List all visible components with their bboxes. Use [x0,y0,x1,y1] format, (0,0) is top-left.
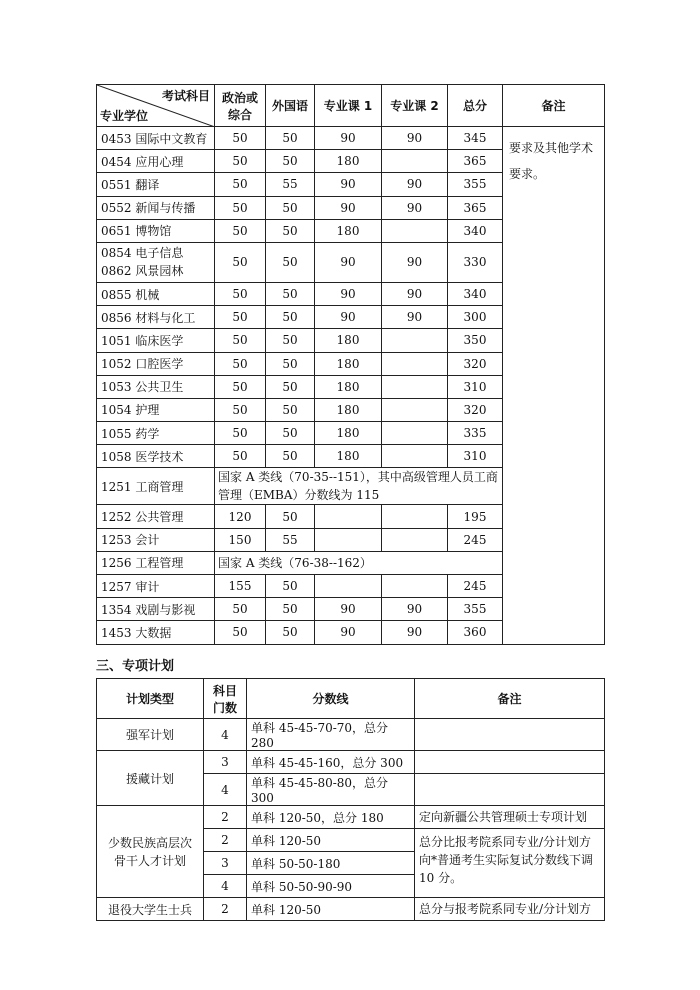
major-name-text: 1055 药学 [101,426,160,441]
foreign-language-score: 50 [266,219,315,242]
foreign-language-score: 50 [266,505,315,528]
major-name [97,551,215,574]
score-line: 单科 50-50-90-90 [247,875,415,898]
major-name [97,398,215,421]
col-header-course-1: 专业课 1 [315,85,382,127]
course2-score [382,352,448,375]
score-line: 单科 45-45-70-70，总分 280 [247,719,415,751]
total-score: 350 [448,329,503,352]
major-name [97,598,215,621]
politics-score: 155 [215,575,266,598]
score-line: 单科 120-50，总分 180 [247,806,415,829]
major-name-text: 0552 新闻与传播 [101,201,196,216]
course2-score: 90 [382,621,448,644]
major-name [97,468,215,505]
foreign-language-score: 50 [266,329,315,352]
major-name [97,575,215,598]
foreign-language-score: 50 [266,196,315,219]
total-score: 340 [448,219,503,242]
table-row [97,751,605,774]
special-plan-table [96,678,605,921]
course2-score: 90 [382,598,448,621]
major-name [97,306,215,329]
subject-count: 2 [204,829,247,852]
politics-score: 120 [215,505,266,528]
major-name-text: 1256 工程管理 [101,556,184,571]
course2-score [382,219,448,242]
total-score: 320 [448,352,503,375]
table-row [97,127,605,150]
course1-score: 90 [315,127,382,150]
major-name [97,219,215,242]
major-name-text: 0862 风景园林 [101,264,184,279]
score-line: 单科 120-50 [247,829,415,852]
table-row [97,898,605,921]
total-score: 355 [448,598,503,621]
section-title-special-plans: 三、专项计划 [96,659,175,674]
politics-score: 50 [215,306,266,329]
major-name-text: 1251 工商管理 [101,479,184,494]
politics-score: 150 [215,528,266,551]
course1-score: 90 [315,242,382,282]
politics-score: 50 [215,150,266,173]
course1-score: 180 [315,422,382,445]
col-header-score-line: 分数线 [247,679,415,719]
politics-score: 50 [215,127,266,150]
col-header-politics: 政治或综合 [215,85,266,127]
score-table-professional [96,84,605,645]
remark [415,719,605,751]
major-name-text: 0651 博物馆 [101,224,172,239]
course1-score: 180 [315,150,382,173]
course1-score: 90 [315,621,382,644]
major-name-text: 1051 临床医学 [101,333,184,348]
foreign-language-score: 50 [266,352,315,375]
course2-score: 90 [382,173,448,196]
politics-score: 50 [215,329,266,352]
course2-score [382,575,448,598]
col-header-course-2: 专业课 2 [382,85,448,127]
diagonal-header-cell [97,85,215,127]
foreign-language-score: 50 [266,282,315,305]
total-score: 245 [448,528,503,551]
subject-count: 4 [204,719,247,751]
course1-score [315,575,382,598]
course1-score: 180 [315,445,382,468]
politics-score: 50 [215,598,266,621]
major-name-text: 0453 国际中文教育 [101,131,208,146]
course2-score [382,528,448,551]
foreign-language-score: 55 [266,528,315,551]
course2-score: 90 [382,306,448,329]
politics-score: 50 [215,375,266,398]
score-line: 单科 45-45-160，总分 300 [247,751,415,774]
politics-score: 50 [215,282,266,305]
course2-score: 90 [382,127,448,150]
foreign-language-score: 55 [266,173,315,196]
foreign-language-score: 50 [266,127,315,150]
course1-score: 90 [315,196,382,219]
total-score: 365 [448,150,503,173]
total-score: 300 [448,306,503,329]
course1-score: 180 [315,352,382,375]
major-name-text: 1354 戏剧与影视 [101,602,196,617]
plan-name: 强军计划 [97,719,204,751]
course1-score [315,505,382,528]
subject-count: 4 [204,875,247,898]
foreign-language-score: 50 [266,621,315,644]
table-row [97,719,605,751]
major-name-text: 0854 电子信息 [101,246,184,261]
col-header-subject-count: 科目门数 [204,679,247,719]
major-name-text: 1253 会计 [101,533,160,548]
course1-score: 90 [315,598,382,621]
total-score: 195 [448,505,503,528]
score-line: 单科 120-50 [247,898,415,921]
course2-score [382,329,448,352]
politics-score: 50 [215,352,266,375]
politics-score: 50 [215,242,266,282]
major-name [97,422,215,445]
foreign-language-score: 50 [266,398,315,421]
foreign-language-score: 50 [266,242,315,282]
foreign-language-score: 50 [266,422,315,445]
remark [415,751,605,774]
course2-score: 90 [382,196,448,219]
major-name-text: 1053 公共卫生 [101,380,184,395]
subject-count: 2 [204,898,247,921]
course2-score [382,398,448,421]
course2-score [382,375,448,398]
plan-name: 援藏计划 [97,751,204,806]
major-name [97,528,215,551]
major-name [97,329,215,352]
degree-header-label: 专业学位 [100,109,149,123]
politics-score: 50 [215,422,266,445]
foreign-language-score: 50 [266,306,315,329]
major-name-text: 1453 大数据 [101,625,172,640]
subject-count: 3 [204,751,247,774]
course1-score: 90 [315,306,382,329]
politics-score: 50 [215,173,266,196]
major-name-text: 1257 审计 [101,579,160,594]
major-name-text: 0856 材料与化工 [101,310,196,325]
course2-score: 90 [382,282,448,305]
major-name-text: 1252 公共管理 [101,510,184,525]
course1-score: 180 [315,398,382,421]
politics-score: 50 [215,219,266,242]
course2-score: 90 [382,242,448,282]
total-score: 365 [448,196,503,219]
major-name [97,621,215,644]
major-name [97,375,215,398]
total-score: 330 [448,242,503,282]
col-header-plan-type: 计划类型 [97,679,204,719]
foreign-language-score: 50 [266,150,315,173]
major-name-text: 0551 翻译 [101,177,160,192]
notes-cell: 要求及其他学术要求。 [503,127,605,645]
col-header-notes: 备注 [503,85,605,127]
major-name [97,282,215,305]
major-name [97,150,215,173]
course1-score: 180 [315,329,382,352]
remark: 定向新疆公共管理硕士专项计划 [415,806,605,829]
major-name-text: 0454 应用心理 [101,154,184,169]
foreign-language-score: 50 [266,445,315,468]
total-score: 310 [448,375,503,398]
politics-score: 50 [215,621,266,644]
course1-score [315,528,382,551]
col-header-total: 总分 [448,85,503,127]
subject-count: 4 [204,774,247,806]
total-score: 335 [448,422,503,445]
total-score: 310 [448,445,503,468]
total-score: 360 [448,621,503,644]
merged-score-note: 国家 A 类线（70-35--151），其中高级管理人员工商管理（EMBA）分数线为 115 [215,468,503,505]
politics-score: 50 [215,445,266,468]
subject-header-label: 考试科目 [161,89,210,103]
plan-name: 少数民族高层次骨干人才计划 [97,806,204,898]
col-header-remark: 备注 [415,679,605,719]
major-name [97,352,215,375]
major-name-text: 1054 护理 [101,403,160,418]
politics-score: 50 [215,196,266,219]
col-header-foreign-language: 外国语 [266,85,315,127]
table-header-row [97,679,605,719]
course2-score [382,422,448,445]
remark [415,774,605,806]
major-name [97,196,215,219]
course1-score: 90 [315,282,382,305]
major-name-text: 1058 医学技术 [101,449,184,464]
foreign-language-score: 50 [266,575,315,598]
table-header-row [97,85,605,127]
major-name-text: 1052 口腔医学 [101,357,184,372]
score-line: 单科 50-50-180 [247,852,415,875]
major-name-text: 0855 机械 [101,287,160,302]
total-score: 320 [448,398,503,421]
course2-score [382,445,448,468]
merged-score-note: 国家 A 类线（76-38--162） [215,551,503,574]
foreign-language-score: 50 [266,375,315,398]
total-score: 340 [448,282,503,305]
plan-name: 退役大学生士兵 [97,898,204,921]
score-line: 单科 45-45-80-80，总分 300 [247,774,415,806]
subject-count: 3 [204,852,247,875]
major-name [97,127,215,150]
total-score: 245 [448,575,503,598]
course1-score: 180 [315,219,382,242]
major-name [97,445,215,468]
total-score: 345 [448,127,503,150]
course1-score: 90 [315,173,382,196]
minority-remark: 总分比报考院系同专业/分计划方向*普通考生实际复试分数线下调 10 分。 [415,829,605,898]
table-row [97,806,605,829]
major-name [97,505,215,528]
foreign-language-score: 50 [266,598,315,621]
major-name [97,173,215,196]
course1-score: 180 [315,375,382,398]
course2-score [382,150,448,173]
course2-score [382,505,448,528]
subject-count: 2 [204,806,247,829]
remark: 总分与报考院系同专业/分计划方 [415,898,605,921]
politics-score: 50 [215,398,266,421]
total-score: 355 [448,173,503,196]
major-name [97,242,215,282]
